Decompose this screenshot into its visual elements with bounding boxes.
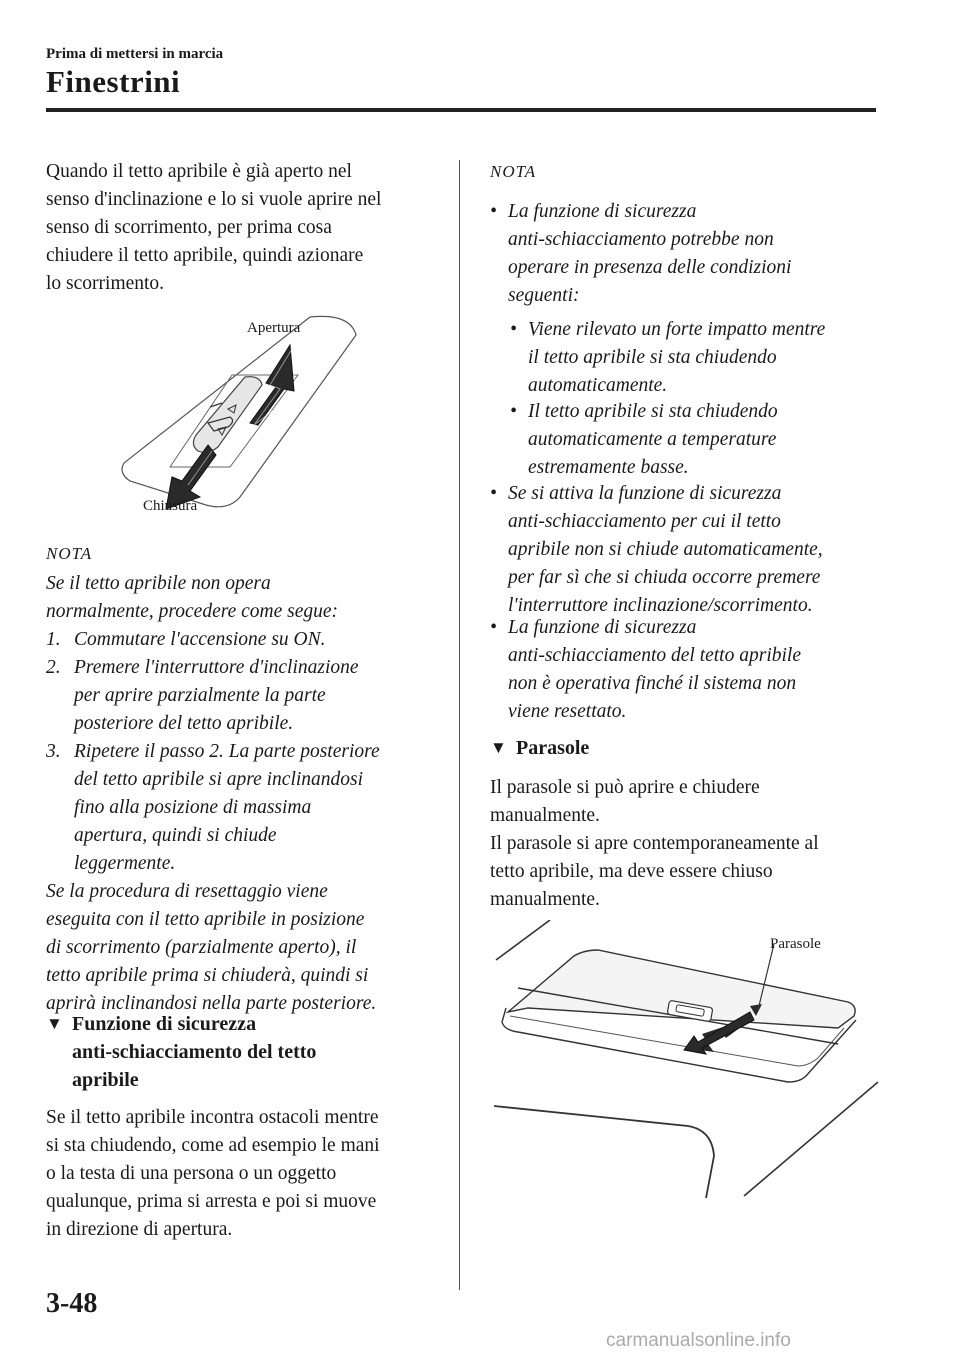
label-apertura: Apertura (247, 320, 301, 336)
nota-bullet-1: • La funzione di sicurezza anti-schiacciamento potrebbe non operare in presenza delle condizioni seguenti: (490, 198, 791, 310)
bullet-icon: • (490, 483, 497, 504)
step-line: apertura, quindi si chiude (74, 825, 277, 846)
step-line: 1. Commutare l'accensione su ON. (46, 629, 326, 650)
step-line: per aprire parzialmente la parte (74, 685, 326, 706)
nota-intro: Se il tetto apribile non opera normalmente, procedere come segue: (46, 573, 339, 622)
reset-steps (46, 626, 380, 878)
parasole-paragraph: Il parasole si può aprire e chiudere manualmente. Il parasole si apre contemporaneamente al tetto apribile, ma deve essere chiuso manualmente. (490, 777, 819, 910)
nota-outro: Se la procedura di resettaggio viene eseguita con il tetto apribile in posizione di scorrimento (parzialmente aperto), il tetto apribile prima si chiuderà, quindi si aprirà inclinandosi nella parte posteriore. (46, 881, 377, 1014)
step-line: leggermente. (74, 853, 176, 874)
nota-title-left: NOTA (46, 544, 93, 563)
step-line: 2. Premere l'interruttore d'inclinazione (46, 657, 359, 678)
heading-anti-pinch: Funzione di sicurezza anti-schiacciamento del tetto apribile (72, 1013, 317, 1091)
nota-subbullet-2: • Il tetto apribile si sta chiudendo automaticamente a temperature estremamente basse. (510, 398, 778, 482)
heading-parasole: Parasole (516, 737, 590, 759)
step-line: posteriore del tetto apribile. (74, 713, 294, 734)
section-title: Prima di mettersi in marcia (46, 46, 224, 62)
anti-pinch-paragraph: Se il tetto apribile incontra ostacoli mentre si sta chiudendo, come ad esempio le mani o la testa di una persona o un oggetto qualunque, prima si arresta e poi si muove in direzione di apertura. (46, 1107, 380, 1240)
heading-marker-icon: ▼ (490, 738, 507, 757)
intro-paragraph: Quando il tetto apribile è già aperto nel senso d'inclinazione e lo si vuole aprire nel senso di scorrimento, per prima cosa chiudere il tetto apribile, quindi azionare lo scorrimento. (46, 161, 382, 294)
nota-bullet-3: • La funzione di sicurezza anti-schiacciamento del tetto apribile non è operativa finché il sistema non viene resettato. (490, 614, 801, 726)
chapter-title: Finestrini (46, 64, 181, 99)
heading-marker-icon: ▼ (46, 1014, 63, 1033)
sunroof-switch-figure (110, 305, 370, 520)
bullet-icon: • (510, 319, 517, 340)
step-line: fino alla posizione di massima (74, 797, 312, 818)
step-line: 3. Ripetere il passo 2. La parte posteriore (46, 741, 380, 762)
label-parasole: Parasole (770, 936, 821, 952)
column-divider (459, 160, 460, 1290)
bullet-icon: • (510, 401, 517, 422)
header-rule (46, 108, 876, 112)
footer-watermark: carmanualsonline.info (606, 1330, 791, 1351)
sunshade-figure (488, 920, 888, 1210)
step-line: del tetto apribile si apre inclinandosi (74, 769, 364, 790)
bullet-icon: • (490, 201, 497, 222)
nota-bullet-2: • Se si attiva la funzione di sicurezza anti-schiacciamento per cui il tetto apribile non si chiude automaticamente, per far sì che si chiuda occorre premere l'interruttore inclinazione/scorrimento. (490, 480, 823, 620)
nota-subbullet-1: • Viene rilevato un forte impatto mentre il tetto apribile si sta chiudendo automaticamente. (510, 316, 825, 400)
bullet-icon: • (490, 617, 497, 638)
page-number: 3-48 (46, 1288, 98, 1319)
label-chiusura: Chiusura (143, 498, 198, 514)
nota-title-right: NOTA (490, 162, 537, 181)
